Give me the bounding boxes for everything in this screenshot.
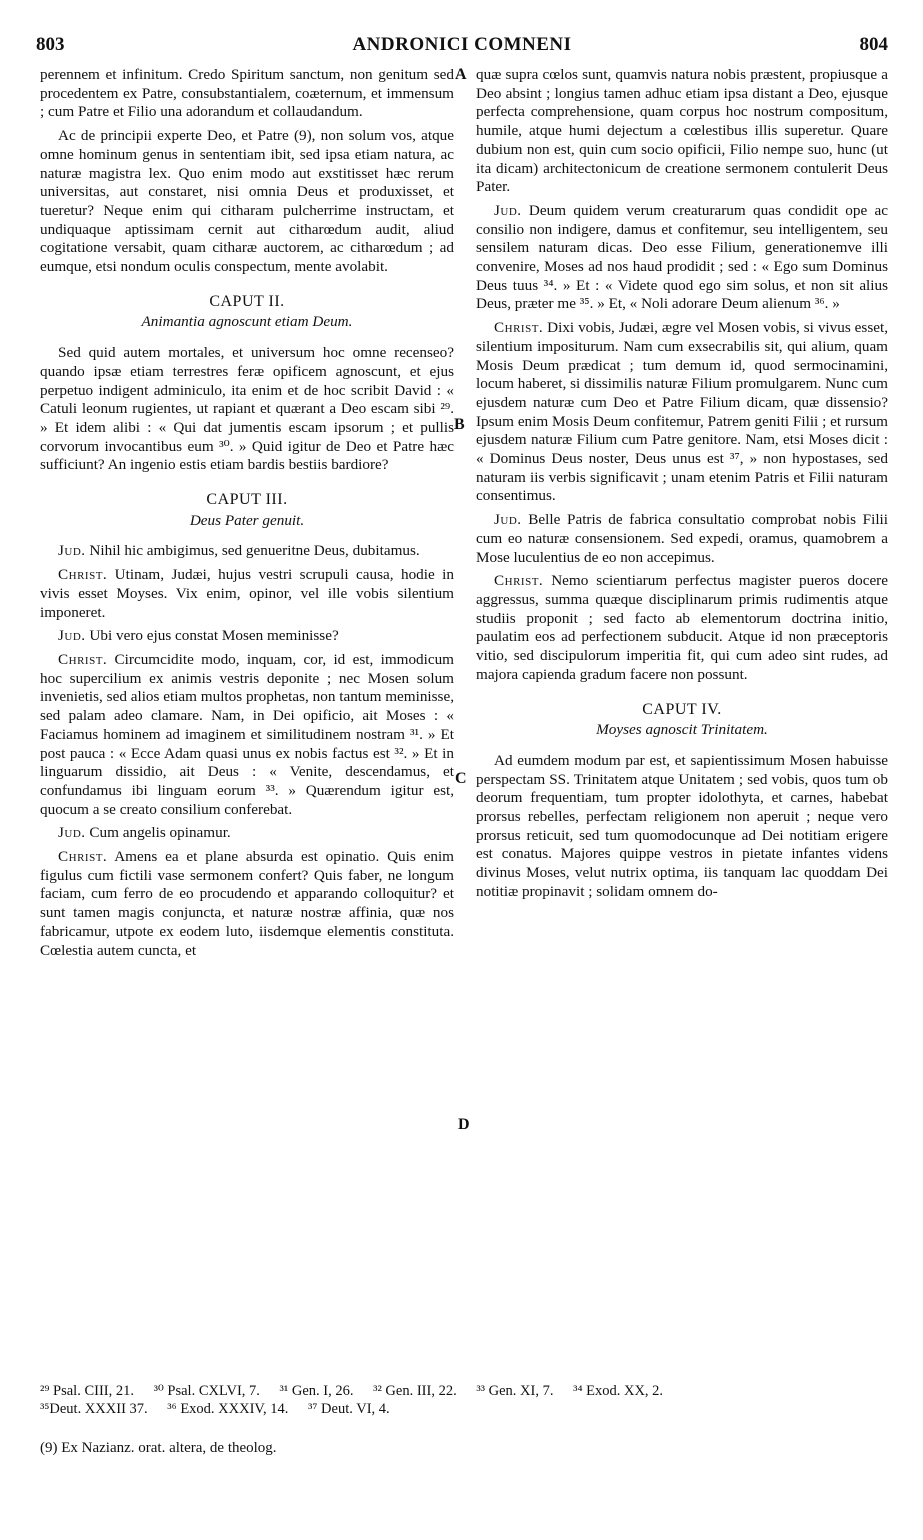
left-column	[40, 66, 454, 965]
paragraph: quæ supra cœlos sunt, quamvis natura nobis præstent, propiusque a Deo absint ; longius tamen adhuc etiam ipsa distant a Deo, ejusque perfecta comprehensione, quam corpus hoc nostrum compositum, humile, atque humi dejectum a cœlestibus illis superetur. Quare dubium non est, quin cum socio opificii, Filio nempe suo, hunc (ut ita dicam) architectonicum de creatione sermonem contulerit Deus Pater.	[476, 66, 888, 196]
speaker-label: Christ.	[58, 848, 108, 866]
left-page-number: 803	[36, 34, 65, 55]
references-line-2	[40, 1400, 892, 1418]
dialogue-paragraph	[476, 511, 888, 567]
reference-note: ³¹ Gen. I, 26.	[279, 1383, 354, 1399]
reference-note: ³⁰ Psal. CXLVI, 7.	[153, 1383, 260, 1399]
dialogue-paragraph	[476, 572, 888, 684]
speaker-label: Jud.	[494, 201, 522, 219]
speech-text: Dixi vobis, Judæi, ægre vel Mosen vobis, si vivus esset, silentium impositurum. Nam cum exsecrabilis sit, qui alium, quam Mosis Deum prædicat ; tum demum id, quod sermocinamini, locum haberet, si dissimilis naturæ Filium promulgarem. Nunc cum ejusdem naturæ cum Deo et Patre Filium dicam, quæ dissensio? Ipsum enim Mosis Deum confitemur, Patrem geniti Filii ; et rursum ejusdem naturæ Filium cum Patre genitore. Nam, etsi Moses dicit : « Dominus Deus noster, Deus unus est ³⁷, » non hypostases, sed naturam iis verbis significavit ; unam etenim Patris et Filii naturam consentimus.	[476, 319, 888, 505]
dialogue-paragraph	[476, 319, 888, 506]
paragraph: perennem et infinitum. Credo Spiritum sanctum, non genitum sed procedentem ex Patre, consubstantialem, coæternum, et immensum ; cum Patre et Filio una adorandum et collaudandum.	[40, 66, 454, 121]
speaker-label: Christ.	[494, 572, 544, 590]
dialogue-paragraph	[40, 627, 454, 646]
speaker-label: Jud.	[58, 542, 86, 560]
dialogue-paragraph	[40, 651, 454, 819]
dialogue-paragraph	[40, 542, 454, 561]
speech-text: Belle Patris de fabrica consultatio comprobat nobis Filii cum eo naturæ consensionem. Sed expedi, oramus, quamobrem a Mose luculentius de eo non accepimus.	[476, 511, 888, 566]
reference-note: ³³ Gen. XI, 7.	[476, 1383, 554, 1399]
dialogue-paragraph	[40, 566, 454, 622]
margin-marker-b: B	[454, 416, 465, 433]
speech-text: Utinam, Judæi, hujus vestri scrupuli causa, hodie in vivis esset Moyses. Vix enim, opinor, vel ille vobis silentium imponeret.	[40, 566, 454, 621]
reference-note: ³⁶ Exod. XXXIV, 14.	[167, 1401, 289, 1417]
margin-marker-a: A	[455, 66, 467, 83]
speaker-label: Jud.	[494, 511, 522, 529]
dialogue-paragraph	[40, 824, 454, 843]
paragraph: Ac de principii experte Deo, et Patre (9), non solum vos, atque omne hominum genus in sententiam ibit, sed ipsa etiam natura, ac naturæ magistra lex. Quo enim modo aut exstitisset hæc rerum universitas, aut constaret, nisi omnia Deus et produxisset, et tueretur? Neque enim qui citharam pulcherrime instructam, et undiquaque aptissimam cernit aut citharœdum audit, aliud cogitatione versabit, quam citharæ auctorem, ac citharœdum ; ad eumque, etsi nondum oculis conspectum, mente avolabit.	[40, 127, 454, 276]
speaker-label: Jud.	[58, 627, 86, 645]
speaker-label: Jud.	[58, 824, 86, 842]
chapter-heading: CAPUT III.	[206, 491, 288, 509]
paragraph: Ad eumdem modum par est, et sapientissimum Mosen habuisse perspectam SS. Trinitatem atque Unitatem ; sed vobis, quos tum ob deorum frequentiam, tum propter idolothyta, et carnes, habebat prorsus rebelles, perfectam religionem non aperuit ; neque vero prorsus reticuit, sed tum quomodocunque ad Dei notitiam erigere est conatus. Majores quippe vestros in pietate infantes videns divinus Moses, velut nutrix optima, iis tanquam lac quoddam Dei notitiæ propinavit ; solidam omnem do-	[476, 751, 888, 900]
chapter-subtitle: Moyses agnoscit Trinitatem.	[596, 721, 768, 739]
scripture-references	[40, 1382, 892, 1418]
speech-text: Nihil hic ambigimus, sed genueritne Deus, dubitamus.	[85, 542, 420, 560]
speech-text: Amens ea et plane absurda est opinatio. Quis enim figulus cum fictili vase sermonem confert? Quis faber, ne longum faciam, cum ferro de eo procudendo et apparando colloquitur? et sunt tamen magis conjuncta, et naturæ nostræ affinia, quæ nos fabricamur, utpote ex eodem luto, iisdemque elementis constituta. Cœlestia autem cuncta, et	[40, 848, 454, 959]
references-line-1	[40, 1382, 892, 1400]
reference-note: ³⁷ Deut. VI, 4.	[308, 1401, 390, 1417]
speech-text: Nemo scientiarum perfectus magister pueros docere aggressus, summa quæque disciplinarum primis rudimentis atque studiis proponit ; sed facto ab elementorum doctrina initio, paulatim eos ad perfectionem subducit. Atque id non præceptoris vitio, sed discipulorum imperitia fit, qui cum adeo sint rudes, ad majora capienda gradum facere non possunt.	[476, 572, 888, 683]
chapter-heading: CAPUT II.	[209, 292, 285, 310]
chapter-heading: CAPUT IV.	[642, 700, 722, 718]
dialogue-paragraph	[476, 202, 888, 314]
reference-note: ³⁵Deut. XXXII 37.	[40, 1401, 148, 1417]
running-header	[36, 34, 888, 64]
right-page-number: 804	[859, 34, 888, 55]
speech-text: Cum angelis opinamur.	[85, 824, 231, 842]
paragraph: Sed quid autem mortales, et universum hoc omne recenseo? quando ipsæ etiam terrestres feræ opificem agnoscunt, et ejus perpetuo indigent adminiculo, ita enim et de hoc scribit David : « Catuli leonum rugientes, ut rapiant et quærant a Deo escam sibi ²⁹. » Et idem alibi : « Qui dat jumentis escam ipsorum ; et pullis corvorum invocantibus eum ³⁰. » Quid igitur de Deo et Patre hæc sufficiunt? An ingenio estis etiam bardis bestiis bardiore?	[40, 344, 454, 474]
running-title: ANDRONICI COMNENI	[352, 34, 572, 55]
speaker-label: Christ.	[58, 650, 108, 668]
margin-marker-c: C	[455, 770, 467, 787]
footnote: (9) Ex Nazianz. orat. altera, de theolog.	[40, 1440, 277, 1456]
speech-text: Ubi vero ejus constat Mosen meminisse?	[85, 627, 339, 645]
speech-text: Circumcidite modo, inquam, cor, id est, immodicum hoc supercilium ex animis vestris deponite ; nec Mosen solum invenietis, sed alios etiam multos prophetas, non tantum meminisse, sed palam adeo clamare. Nam, in Dei opificio, ait Moses : « Faciamus hominem ad imaginem et similitudinem nostram ³¹. » Et post pauca : « Ecce Adam quasi unus ex nobis factus est ³². » Et in linguarum dissidio, ait Deus : « Venite, descendamus, et confundamus ibi linguam eorum ³³. » Quærendum igitur est, quocum a se creato consilium conferebat.	[40, 650, 454, 818]
speech-text: Deum quidem verum creaturarum quas condidit ope ac consilio non indigere, damus et confitemur, seu intelligentem, seu sensilem naturam dicas. Deo esse Filium, generationemve illi convenire, Moses ad nos haud prodidit ; sed : « Ego sum Dominus Deus tuus ³⁴. » Et : « Videte quod ego sim solus, et non sit alius Deus, præter me ³⁵. » Et, « Noli adorare Deum alienum ³⁶. »	[476, 201, 888, 313]
margin-marker-d: D	[458, 1116, 470, 1133]
reference-note: ³⁴ Exod. XX, 2.	[573, 1383, 664, 1399]
reference-note: ²⁹ Psal. CIII, 21.	[40, 1383, 134, 1399]
chapter-subtitle: Animantia agnoscunt etiam Deum.	[141, 313, 353, 331]
speaker-label: Christ.	[494, 319, 544, 337]
speaker-label: Christ.	[58, 566, 108, 584]
right-column	[476, 66, 888, 907]
chapter-subtitle: Deus Pater genuit.	[189, 511, 305, 529]
reference-note: ³² Gen. III, 22.	[373, 1383, 457, 1399]
dialogue-paragraph	[40, 848, 454, 960]
